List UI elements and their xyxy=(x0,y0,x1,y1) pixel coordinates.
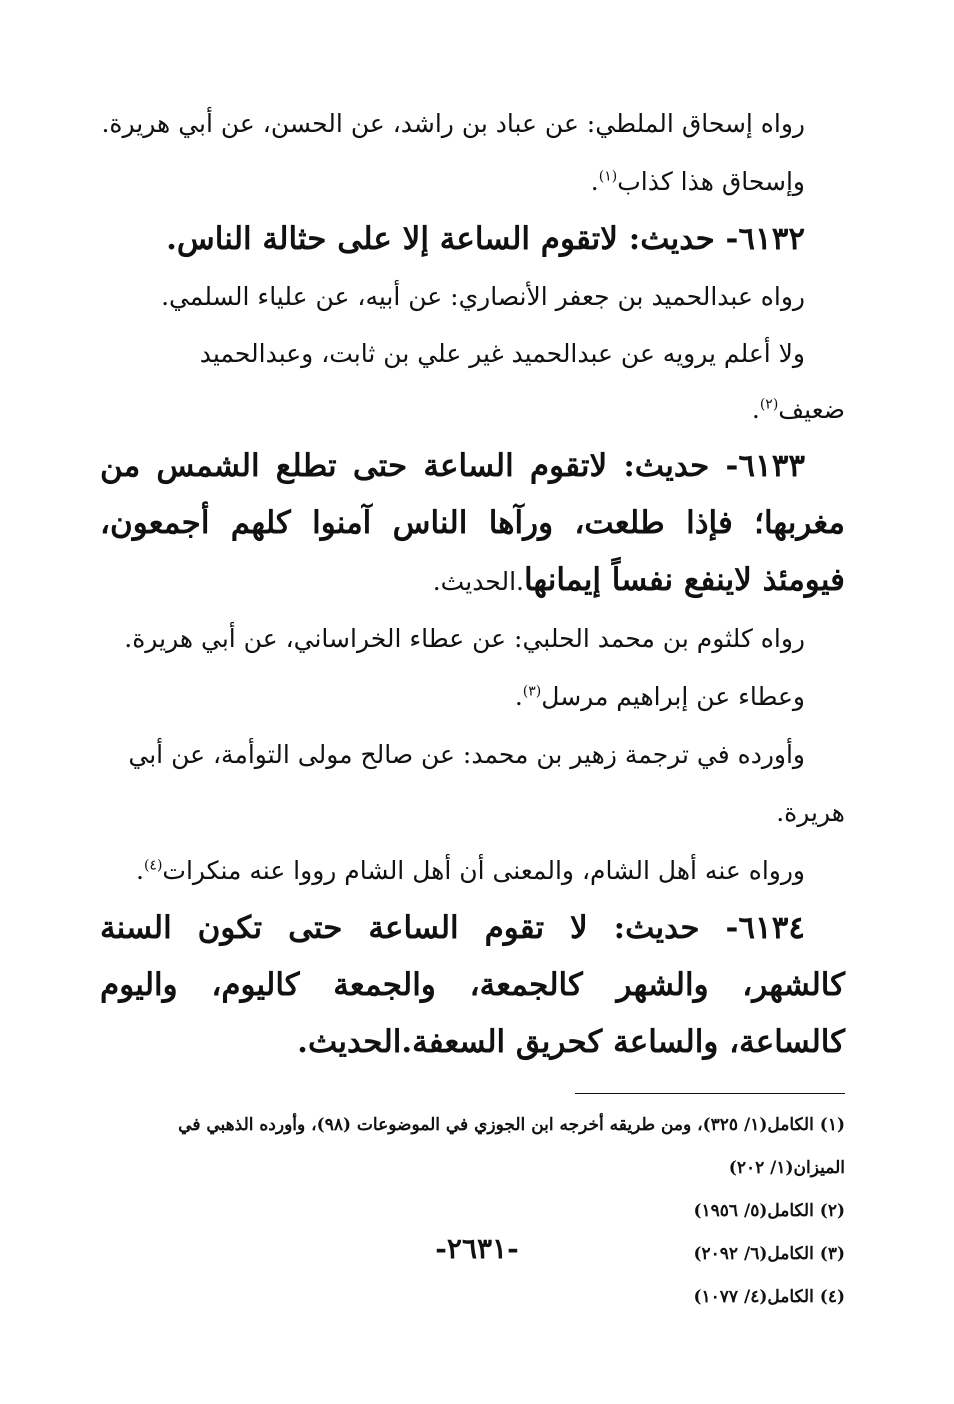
footnote-ref-2[interactable]: (٢) xyxy=(759,396,779,413)
hadith-6133-text-end: .الحديث. xyxy=(432,567,524,596)
narration-6133-line2-text: وعطاء عن إبراهيم مرسل xyxy=(541,682,805,711)
hadith-6133 xyxy=(100,438,845,610)
narration-6133-line2-end: . xyxy=(514,682,523,711)
footnote-4: (٤) الكامل(٤/ ١٠٧٧) xyxy=(693,1287,845,1307)
narration-6133-line4-end: . xyxy=(135,856,144,885)
hadith-6134-text: - حديث: لا تقوم الساعة حتى تكون السنة كالشهر، والشهر كالجمعة، والجمعة كاليوم، واليوم كالساعة، والساعة كحريق السعفة.الحديث. xyxy=(100,910,845,1060)
hadith-6134 xyxy=(100,900,845,1071)
footnotes xyxy=(100,1104,845,1319)
narration-6133-line4-text: ورواه عنه أهل الشام، والمعنى أن أهل الشام رووا عنه منكرات xyxy=(162,856,805,885)
narration-6131-line1: رواه إسحاق الملطي: عن عباد بن راشد، عن الحسن، عن أبي هريرة. xyxy=(101,109,805,138)
narration-6133-line3: وأورده في ترجمة زهير بن محمد: عن صالح مولى التوأمة، عن أبي هريرة. xyxy=(128,740,845,827)
narration-6132-line2 xyxy=(100,326,845,438)
narration-6133-line4 xyxy=(100,842,845,900)
footnote-3: (٣) الكامل(٦/ ٢٠٩٢) xyxy=(693,1244,845,1264)
footnote-ref-4[interactable]: (٤) xyxy=(143,857,163,874)
narration-6131-line2-end: . xyxy=(590,167,599,196)
hadith-6132-number: ٦١٣٢ xyxy=(738,221,805,257)
hadith-6133-number: ٦١٣٣ xyxy=(738,448,805,484)
footnote-ref-3[interactable]: (٣) xyxy=(522,683,542,700)
footnote-1: (١) الكامل(١/ ٣٢٥)، ومن طريقه أخرجه ابن الجوزي في الموضوعات (٩٨)، وأورده الذهبي في الميزان(١/ ٢٠٢) xyxy=(178,1115,845,1178)
narration-6132-line1: رواه عبدالحميد بن جعفر الأنصاري: عن أبيه، عن علياء السلمي. xyxy=(161,282,805,311)
hadith-6134-number: ٦١٣٤ xyxy=(738,910,805,946)
footnote-ref-1[interactable]: (١) xyxy=(598,168,618,185)
hadith-6133-text: - حديث: لاتقوم الساعة حتى تطلع الشمس من مغربها؛ فإذا طلعت، ورآها الناس آمنوا كلهم أجمعون، فيومئذ لاينفع نفساً إيمانها xyxy=(100,448,845,598)
narration-6131-line2-text: وإسحاق هذا كذاب xyxy=(617,167,805,196)
narration-6132-line2-end: . xyxy=(751,395,760,424)
hadith-6132-text: - حديث: لاتقوم الساعة إلا على حثالة الناس. xyxy=(166,221,739,257)
page-body xyxy=(100,95,845,1319)
footnote-2: (٢) الكامل(٥/ ١٩٥٦) xyxy=(693,1201,845,1221)
hadith-6132 xyxy=(100,211,845,268)
narration-6131-line2 xyxy=(100,153,845,211)
narration-6133-line2 xyxy=(100,668,845,726)
narration-6133-line1: رواه كلثوم بن محمد الحلبي: عن عطاء الخراساني، عن أبي هريرة. xyxy=(124,624,805,653)
narration-6132-line2-text: ولا أعلم يرويه عن عبدالحميد غير علي بن ثابت، وعبدالحميد ضعيف xyxy=(199,339,845,424)
page-number: -٢٦٣١- xyxy=(435,1232,519,1265)
footnote-divider xyxy=(575,1093,845,1094)
